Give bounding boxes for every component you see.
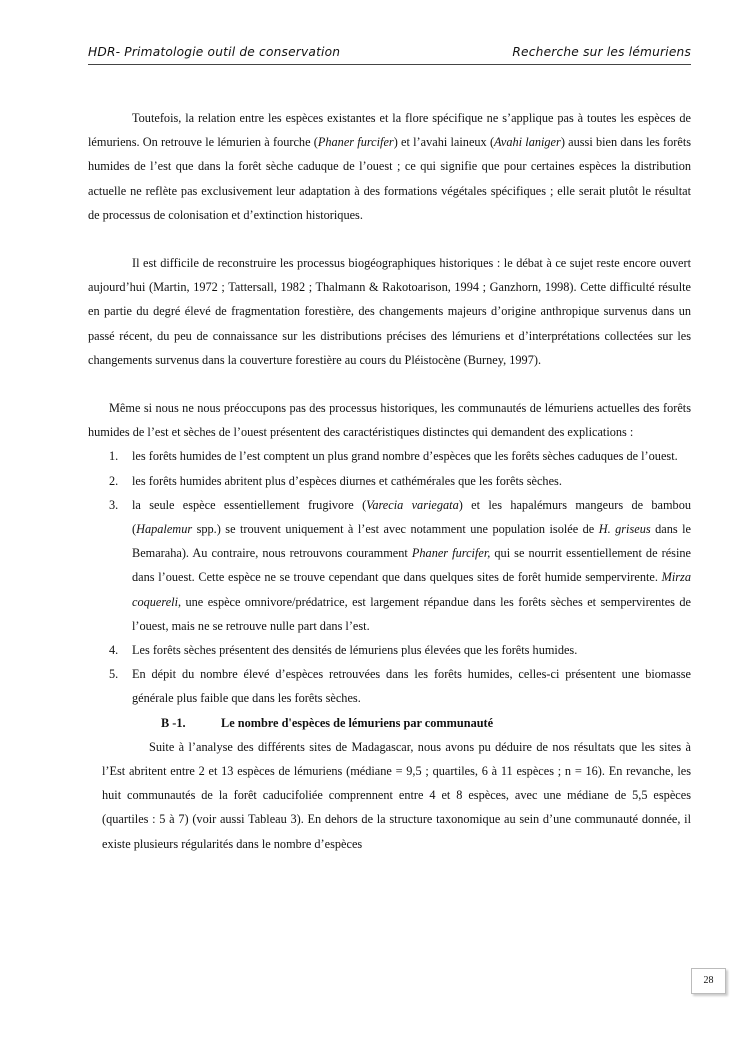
text-run: spp.) se trouvent uniquement à l’est avec notamment une population isolée de: [192, 522, 599, 537]
species-name: Phaner furcifer,: [411, 546, 491, 561]
list-item: [109, 662, 691, 710]
paragraph-2: Il est difficile de reconstruire les processus biogéographiques historiques : le débat à ce sujet reste encore ouvert aujourd’hui (Martin, 1972 ; Tattersall, 1982 ; Thalmann & Rakotoarison, 1994 ; Ganzhorn, 1998). Cette difficulté résulte en partie du degré élevé de fragmentation forestière, des changements majeurs d’origine anthropique survenus dans un passé récent, du peu de connaissance sur les distributions précises des lémuriens et d’interprétations collectées sur les changements survenus dans la couverture forestière au cours du Pléistocène (Burney, 1997).: [88, 256, 691, 367]
section-title: Le nombre d'espèces de lémuriens par communauté: [221, 715, 494, 730]
species-name: H. griseus: [598, 522, 651, 537]
numbered-list: [88, 444, 691, 710]
section-heading: [88, 711, 691, 735]
list-number: 1.: [109, 449, 119, 464]
list-number: 2.: [109, 473, 119, 488]
species-name: Mirza coquereli: [132, 570, 691, 609]
species-name: Varecia variegata: [366, 497, 459, 512]
paragraph-1: [88, 106, 691, 227]
list-item-text: Les forêts sèches présentent des densités de lémuriens plus élevées que les forêts humides.: [132, 643, 578, 658]
text-run: ) aussi bien dans les forêts humides de l’est que dans la forêt sèche caduque de l’ouest ; ce qui signifie que pour certaines espèces la distribution actuelle ne reflète pas exclusivement leur adaptation à des formations végétales spécifiques ; elle serait plutôt le résultat de processus de colonisation et d’extinction historiques.: [88, 135, 692, 222]
paragraph-3: Même si nous ne nous préoccupons pas des processus historiques, les communautés de lémuriens actuelles des forêts humides de l’est et sèches de l’ouest présentent des caractéristiques distinctes qui demandent des explications :: [88, 401, 691, 440]
list-item: [109, 638, 691, 662]
list-number: 3.: [109, 497, 119, 512]
species-name: Phaner furcifer: [317, 135, 394, 150]
list-item: [109, 469, 691, 493]
list-item-text: les forêts humides de l’est comptent un plus grand nombre d’espèces que les forêts sèches caduques de l’ouest.: [132, 449, 678, 464]
text-run: ) et les hapalémurs mangeurs de bambou (: [132, 497, 691, 537]
text-run: ) et l’avahi laineux (: [393, 135, 495, 150]
text-run: , une espèce omnivore/prédatrice, est largement répandue dans les forêts sèches et sempervirentes de l’ouest, mais ne se retrouve nulle part dans l’est.: [132, 594, 691, 633]
list-item-text: les forêts humides abritent plus d’espèces diurnes et cathémérales que les forêts sèches.: [132, 473, 562, 488]
running-header: [88, 42, 691, 65]
list-number: 4.: [109, 643, 119, 658]
text-run: qui se nourrit essentiellement de résine dans l’ouest. Cette espèce ne se trouve cependant que dans quelques sites de forêt humide sempervirente.: [132, 546, 691, 585]
list-number: 5.: [109, 667, 119, 682]
species-name: Hapalemur: [136, 522, 193, 537]
list-item: [109, 493, 691, 638]
page-body: [88, 106, 691, 856]
page-number: 28: [691, 968, 726, 994]
paragraph-4: Suite à l’analyse des différents sites de Madagascar, nous avons pu déduire de nos résultats que les sites à l’Est abritent entre 2 et 13 espèces de lémuriens (médiane = 9,5 ; quartiles, 6 à 11 espèces ; n = 16). En revanche, les huit communautés de la forêt caducifoliée comprennent entre 4 et 8 espèces, avec une médiane de 5,5 espèces (quartiles : 5 à 7) (voir aussi Tableau 3). En dehors de la structure taxonomique au sein d’une communauté donnée, il existe plusieurs régularités dans le nombre d’espèces: [102, 739, 691, 851]
header-title: HDR- Primatologie outil de conservation: [88, 45, 341, 59]
list-item-text: En dépit du nombre élevé d’espèces retrouvées dans les forêts humides, celles-ci présentent une biomasse générale plus faible que dans les forêts sèches.: [132, 667, 691, 706]
species-name: Avahi laniger: [494, 135, 561, 150]
list-item: [109, 444, 691, 468]
text-run: dans le Bemaraha). Au contraire, nous retrouvons couramment: [132, 522, 691, 561]
section-number: B -1.: [161, 715, 186, 730]
text-run: Toutefois, la relation entre les espèces existantes et la flore spécifique ne s’applique pas à toutes les espèces de lémuriens. On retrouve le lémurien à fourche (: [88, 111, 691, 150]
header-subtitle: Recherche sur les lémuriens: [512, 45, 691, 59]
text-run: la seule espèce essentiellement frugivore (: [132, 497, 367, 512]
